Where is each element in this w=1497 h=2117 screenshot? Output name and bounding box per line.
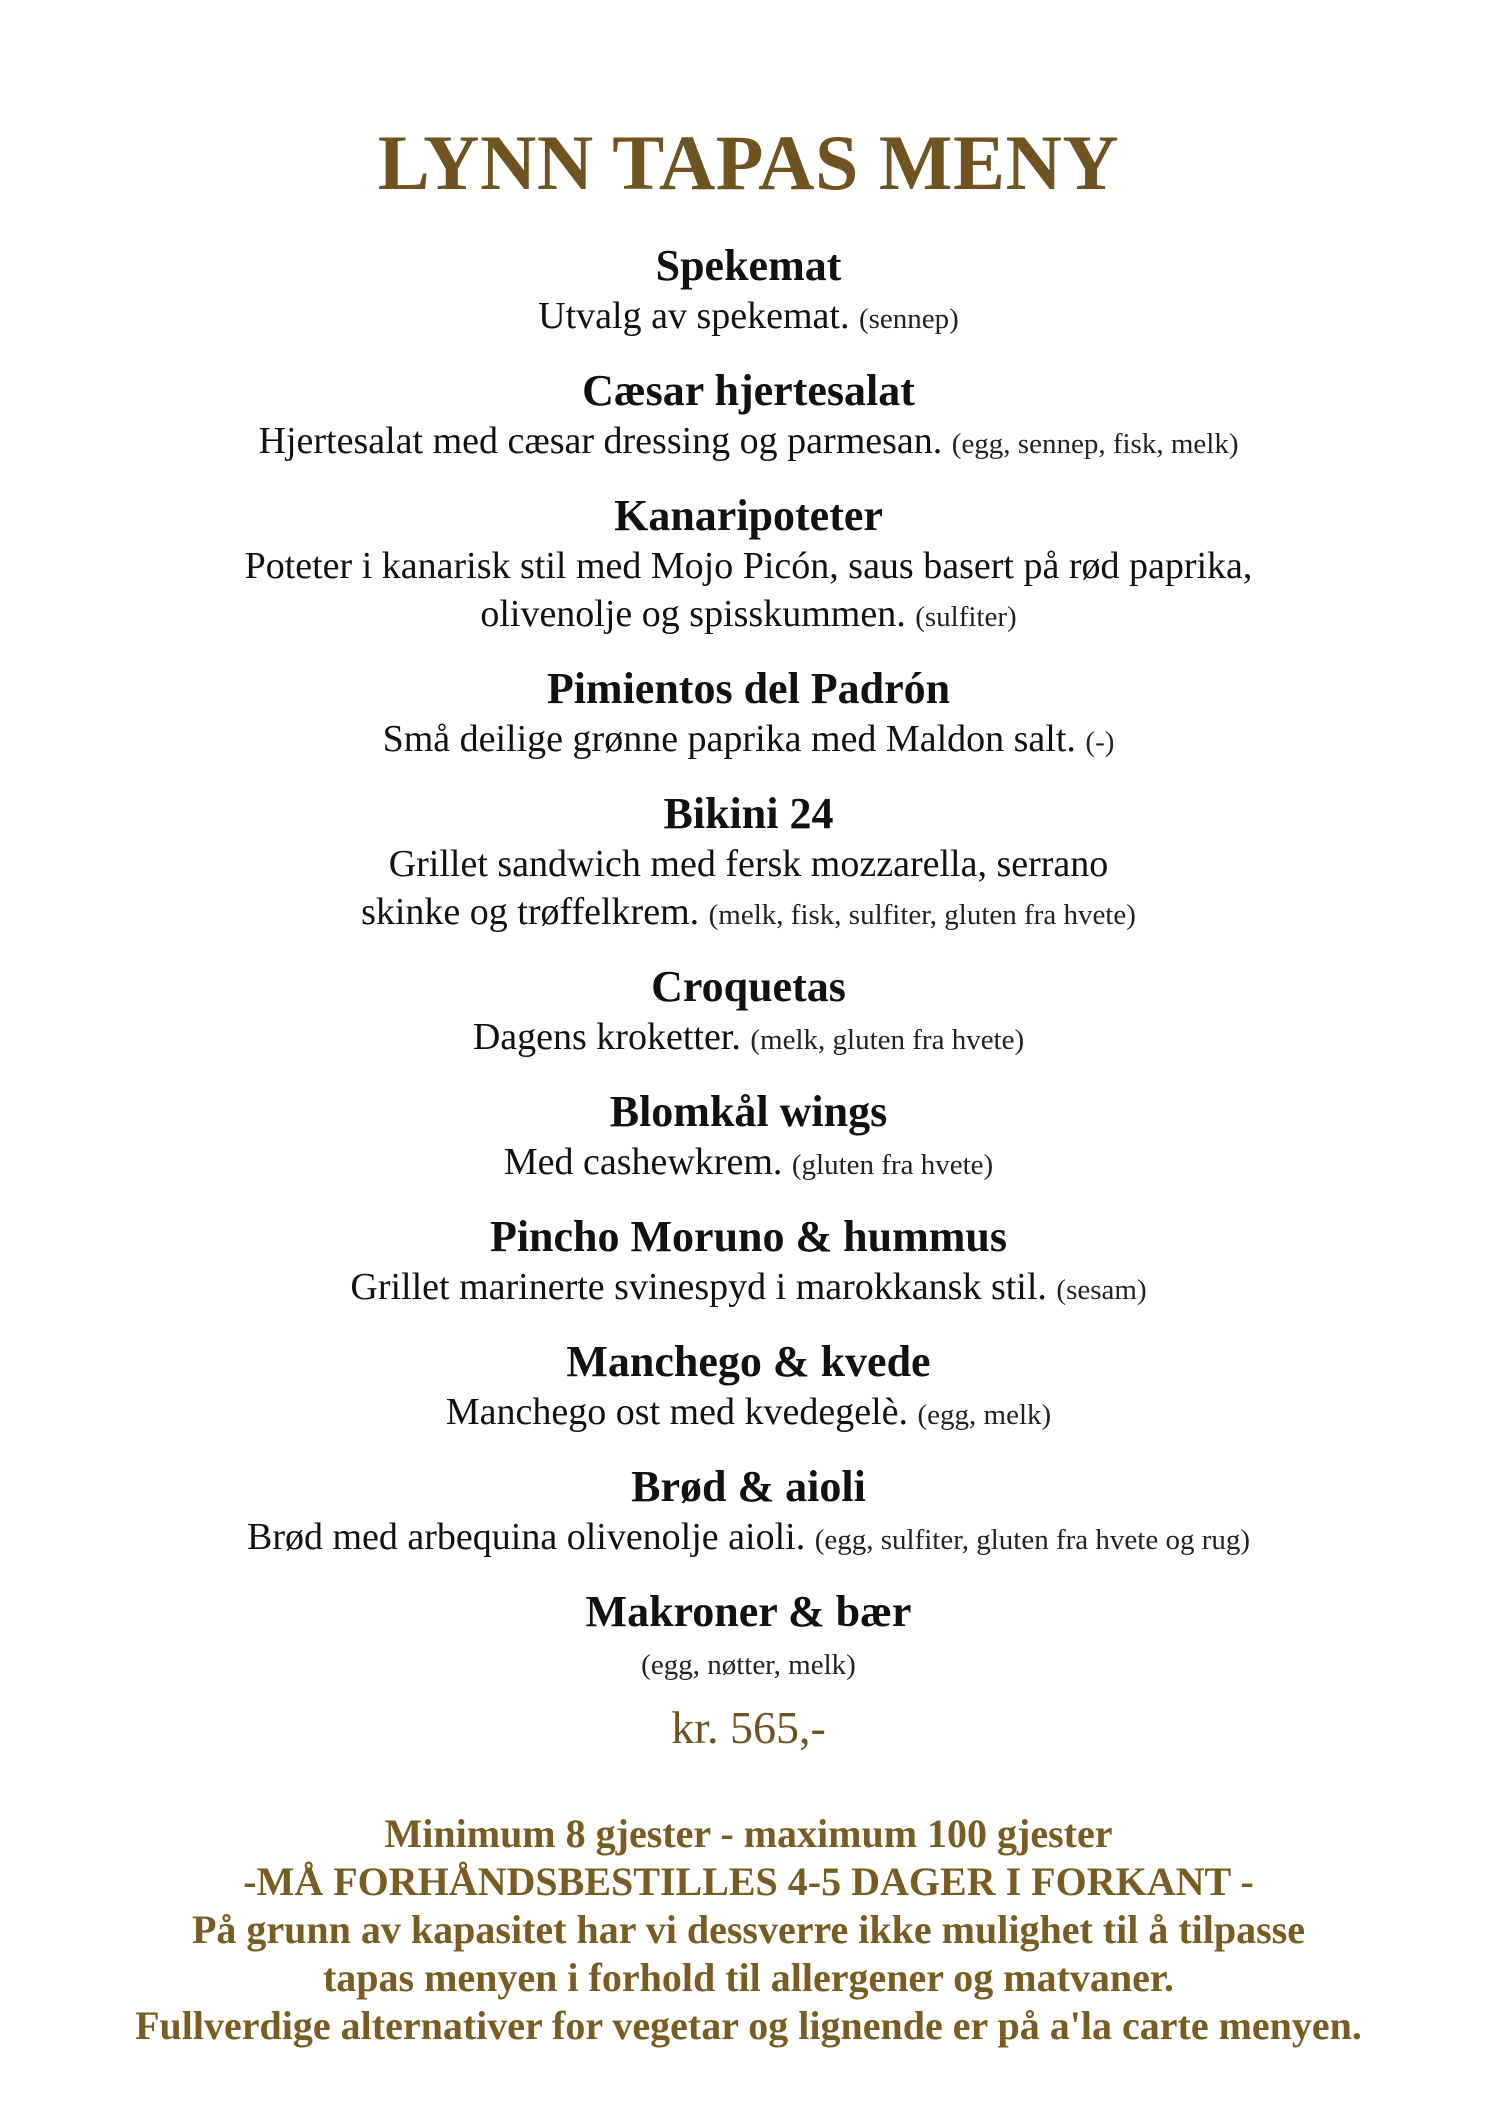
dish-description-line: Grillet sandwich med fersk mozzarella, serrano [388, 843, 1109, 885]
dish-description-line: Små deilige grønne paprika med Maldon salt. [382, 718, 1076, 760]
dish-allergens: (sennep) [858, 303, 959, 335]
dish-description-line: Manchego ost med kvedegelè. [445, 1391, 908, 1433]
dish-item [0, 1586, 1497, 1689]
dish-allergens: (egg, melk) [917, 1399, 1052, 1431]
dish-allergens: (egg, sennep, fisk, melk) [951, 428, 1239, 460]
dish-item [0, 240, 1497, 343]
dish-description-line: Hjertesalat med cæsar dressing og parmesan. [258, 420, 943, 462]
dish-description [0, 542, 1497, 590]
allergen-notice-line: tapas menyen i forhold til allergener og matvaner. [322, 1955, 1175, 2000]
dish-description-line: Utvalg av spekemat. [538, 295, 850, 337]
dish-allergens: (gluten fra hvete) [791, 1149, 994, 1181]
dish-description [0, 1513, 1497, 1564]
dish-name: Pimientos del Padrón [546, 664, 951, 713]
dish-item [0, 1086, 1497, 1189]
dish-name: Manchego & kvede [566, 1337, 931, 1386]
dish-description [0, 1638, 1497, 1689]
dish-description [0, 715, 1497, 766]
dish-name: Makroner & bær [585, 1587, 912, 1636]
dish-description [0, 1388, 1497, 1439]
dish-description-line: Grillet marinerte svinespyd i marokkansk stil. [350, 1266, 1047, 1308]
dish-description [0, 417, 1497, 468]
dish-description-line: Med cashewkrem. [503, 1141, 783, 1183]
dish-description-line: Dagens kroketter. [472, 1016, 741, 1058]
dish-item [0, 1211, 1497, 1314]
menu-price: kr. 565,- [671, 1702, 826, 1753]
dish-description [0, 1013, 1497, 1064]
dish-description [0, 840, 1497, 888]
dish-item [0, 788, 1497, 939]
dish-name: Blomkål wings [609, 1087, 888, 1136]
dish-description-line: olivenolje og spisskummen. [480, 593, 906, 635]
dish-name: Pincho Moruno & hummus [489, 1212, 1008, 1261]
dish-allergens: (egg, nøtter, melk) [641, 1649, 856, 1681]
dish-item [0, 961, 1497, 1064]
dish-item [0, 490, 1497, 641]
dish-name: Kanaripoteter [614, 491, 883, 540]
vegetarian-notice: Fullverdige alternativer for vegetar og lignende er på a'la carte menyen. [135, 2003, 1362, 2048]
dish-allergens: (sulfiter) [915, 601, 1017, 633]
dish-name: Cæsar hjertesalat [582, 366, 915, 415]
dish-description-line: skinke og trøffelkrem. [361, 891, 700, 933]
dish-allergens: (egg, sulfiter, gluten fra hvete og rug) [814, 1524, 1251, 1556]
dish-item [0, 1461, 1497, 1564]
dish-allergens: (melk, gluten fra hvete) [750, 1024, 1025, 1056]
page-title: LYNN TAPAS MENY [377, 119, 1120, 206]
dish-name: Bikini 24 [663, 789, 834, 838]
dish-description [0, 1138, 1497, 1189]
dish-allergens: (sesam) [1056, 1274, 1147, 1306]
dish-item [0, 365, 1497, 468]
dish-description-line: Poteter i kanarisk stil med Mojo Picón, saus basert på rød paprika, [244, 545, 1253, 587]
dish-name: Spekemat [655, 241, 842, 290]
booking-info [0, 1810, 1497, 2050]
allergen-notice-line: På grunn av kapasitet har vi dessverre ikke mulighet til å tilpasse [191, 1907, 1305, 1952]
guest-limit-text: Minimum 8 gjester - maximum 100 gjester [384, 1811, 1113, 1856]
dish-list [0, 240, 1497, 1711]
dish-allergens: (melk, fisk, sulfiter, gluten fra hvete) [708, 899, 1136, 931]
dish-description [0, 292, 1497, 343]
dish-description [0, 1263, 1497, 1314]
dish-description [0, 888, 1497, 939]
dish-item [0, 1336, 1497, 1439]
dish-allergens: (-) [1085, 726, 1115, 758]
dish-name: Croquetas [651, 962, 846, 1011]
dish-item [0, 663, 1497, 766]
dish-description-line: Brød med arbequina olivenolje aioli. [246, 1516, 806, 1558]
dish-description [0, 590, 1497, 641]
preorder-notice: -MÅ FORHÅNDSBESTILLES 4-5 DAGER I FORKANT - [243, 1859, 1254, 1904]
dish-name: Brød & aioli [631, 1462, 866, 1511]
